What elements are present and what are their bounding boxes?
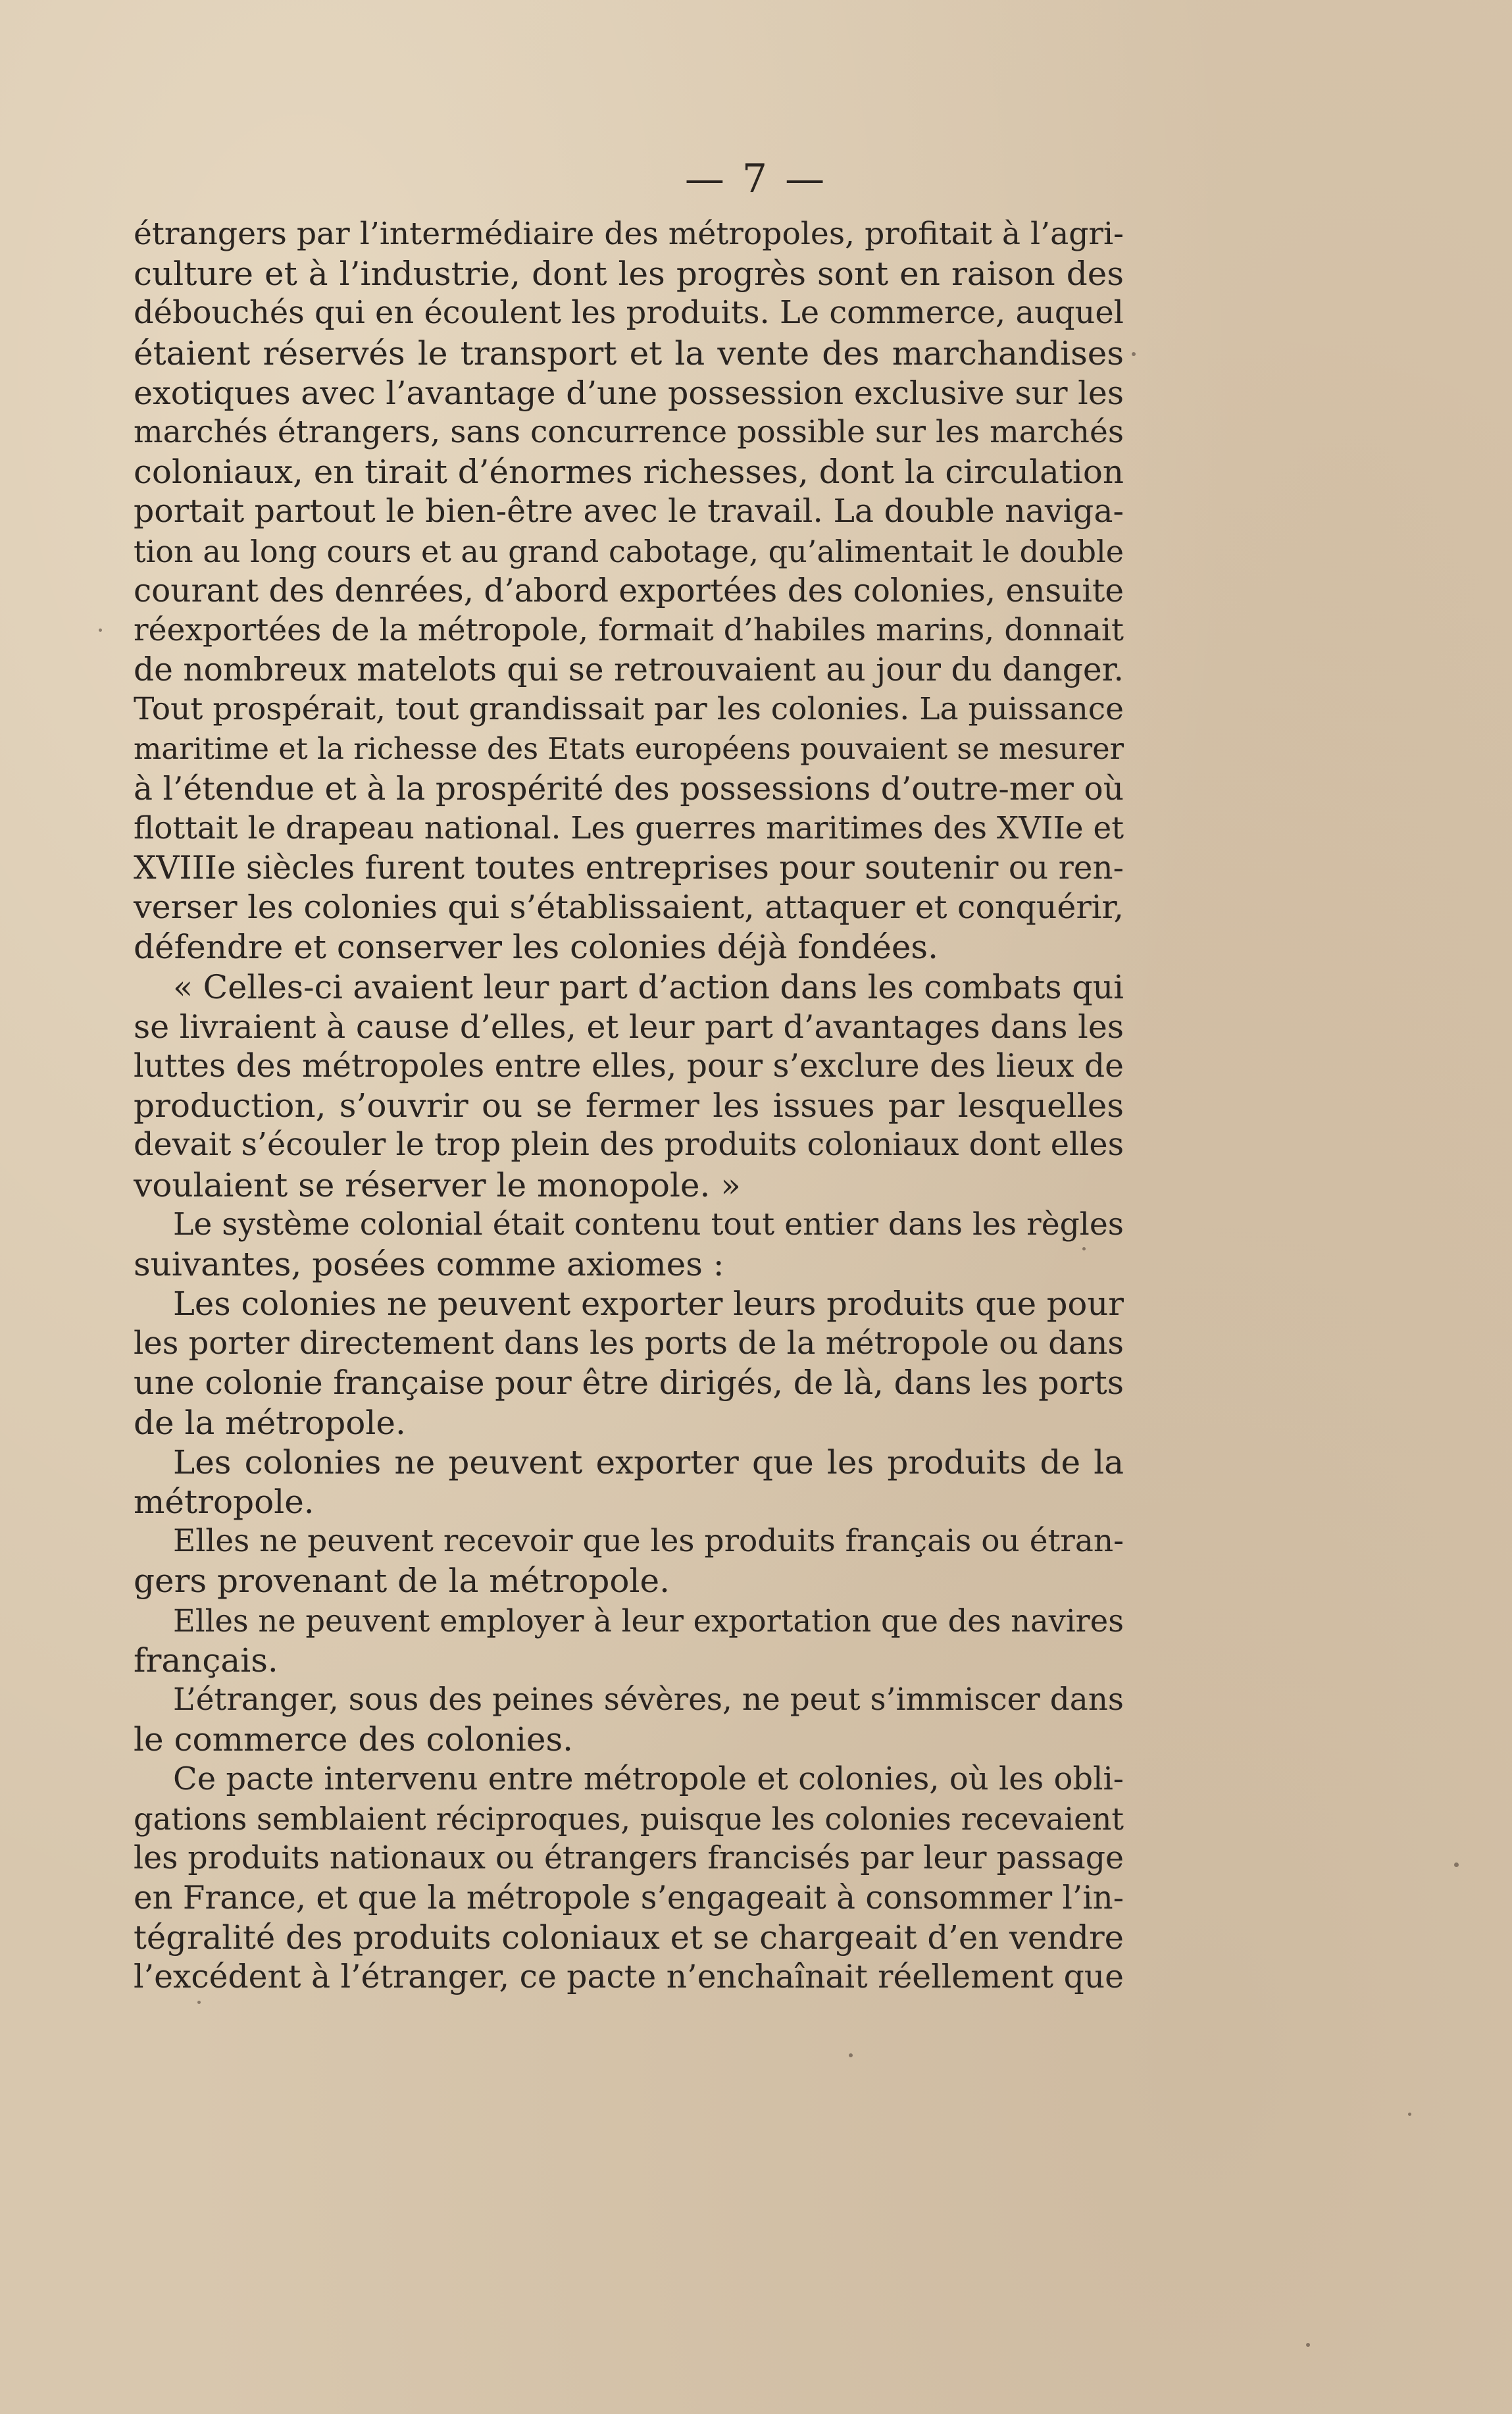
text-line: verser les colonies qui s’établissaient, attaquer et conquérir, xyxy=(134,888,1124,927)
text-line: gations semblaient réciproques, puisque les colonies recevaient xyxy=(134,1801,1124,1837)
text-line: réexportées de la métropole, formait d’habiles marins, donnait xyxy=(134,611,1124,648)
text-line: culture et à l’industrie, dont les progrès sont en raison des xyxy=(134,255,1124,294)
text-line: portait partout le bien-être avec le travail. La double naviga- xyxy=(134,492,1124,530)
page-number: — 7 — xyxy=(684,156,828,202)
text-line: étrangers par l’intermédiaire des métropoles, profitait à l’agri- xyxy=(134,216,1124,252)
text-line: luttes des métropoles entre elles, pour s’exclure des lieux de xyxy=(134,1047,1124,1085)
paper-speck xyxy=(1132,352,1136,356)
text-line: L’étranger, sous des peines sévères, ne peut s’immiscer dans xyxy=(173,1681,1124,1718)
text-line: coloniaux, en tirait d’énormes richesses, dont la circulation xyxy=(134,453,1124,492)
paper-speck xyxy=(849,2053,853,2057)
paper-speck xyxy=(1408,2113,1411,2116)
paper-speck xyxy=(1306,2343,1310,2347)
text-line: flottait le drapeau national. Les guerres maritimes des XVIIe et xyxy=(134,810,1124,846)
text-line: à l’étendue et à la prospérité des possessions d’outre-mer où xyxy=(134,770,1124,808)
text-line: l’excédent à l’étranger, ce pacte n’enchaînait réellement que xyxy=(134,1959,1124,1996)
text-line: XVIIIe siècles furent toutes entreprises pour soutenir ou ren- xyxy=(134,850,1124,886)
text-line: production, s’ouvrir ou se fermer les issues par lesquelles xyxy=(134,1087,1124,1125)
text-line: Ce pacte intervenu entre métropole et colonies, où les obli- xyxy=(173,1760,1124,1798)
text-line: les produits nationaux ou étrangers francisés par leur passage xyxy=(134,1839,1124,1876)
text-line: courant des denrées, d’abord exportées des colonies, ensuite xyxy=(134,572,1124,609)
paper-speck xyxy=(1082,1247,1086,1250)
text-line: maritime et la richesse des Etats européens pouvaient se mesurer xyxy=(134,731,1124,767)
text-line: étaient réservés le transport et la vente des marchandises xyxy=(134,334,1124,372)
text-line: voulaient se réserver le monopole. » xyxy=(134,1166,741,1204)
text-line: se livraient à cause d’elles, et leur part d’avantages dans les xyxy=(134,1007,1124,1046)
text-line: français. xyxy=(134,1641,278,1680)
text-line: Elles ne peuvent employer à leur exportation que des navires xyxy=(173,1603,1124,1639)
text-line: défendre et conserver les colonies déjà fondées. xyxy=(134,928,938,967)
text-line: Tout prospérait, tout grandissait par les colonies. La puissance xyxy=(134,691,1124,728)
text-line: Les colonies ne peuvent exporter leurs produits que pour xyxy=(173,1285,1124,1323)
text-line: Le système colonial était contenu tout entier dans les règles xyxy=(173,1206,1124,1243)
text-line: une colonie française pour être dirigés, de là, dans les ports xyxy=(134,1364,1124,1402)
text-line: les porter directement dans les ports de la métropole ou dans xyxy=(134,1325,1124,1362)
paper-speck xyxy=(99,629,102,632)
text-line: Elles ne peuvent recevoir que les produits français ou étran- xyxy=(173,1523,1124,1560)
text-line: « Celles-ci avaient leur part d’action dans les combats qui xyxy=(173,967,1124,1006)
text-line: le commerce des colonies. xyxy=(134,1720,574,1759)
text-line: débouchés qui en écoulent les produits. Le commerce, auquel xyxy=(134,295,1124,332)
text-line: tégralité des produits coloniaux et se chargeait d’en vendre xyxy=(134,1918,1124,1957)
paper-speck xyxy=(197,2001,201,2004)
body-text xyxy=(134,215,1124,1997)
text-line: exotiques avec l’avantage d’une possession exclusive sur les xyxy=(134,373,1124,412)
text-line: en France, et que la métropole s’engageait à consommer l’in- xyxy=(134,1879,1124,1916)
text-line: tion au long cours et au grand cabotage, qu’alimentait le double xyxy=(134,533,1124,569)
paper-speck xyxy=(1454,1862,1459,1867)
text-line: de nombreux matelots qui se retrouvaient au jour du danger. xyxy=(134,652,1124,689)
text-line: métropole. xyxy=(134,1483,315,1521)
text-line: de la métropole. xyxy=(134,1403,406,1442)
text-line: devait s’écouler le trop plein des produits coloniaux dont elles xyxy=(134,1127,1124,1164)
text-line: suivantes, posées comme axiomes : xyxy=(134,1245,724,1283)
text-line: marchés étrangers, sans concurrence possible sur les marchés xyxy=(134,413,1124,450)
text-line: gers provenant de la métropole. xyxy=(134,1562,670,1601)
text-line: Les colonies ne peuvent exporter que les produits de la xyxy=(173,1443,1124,1481)
